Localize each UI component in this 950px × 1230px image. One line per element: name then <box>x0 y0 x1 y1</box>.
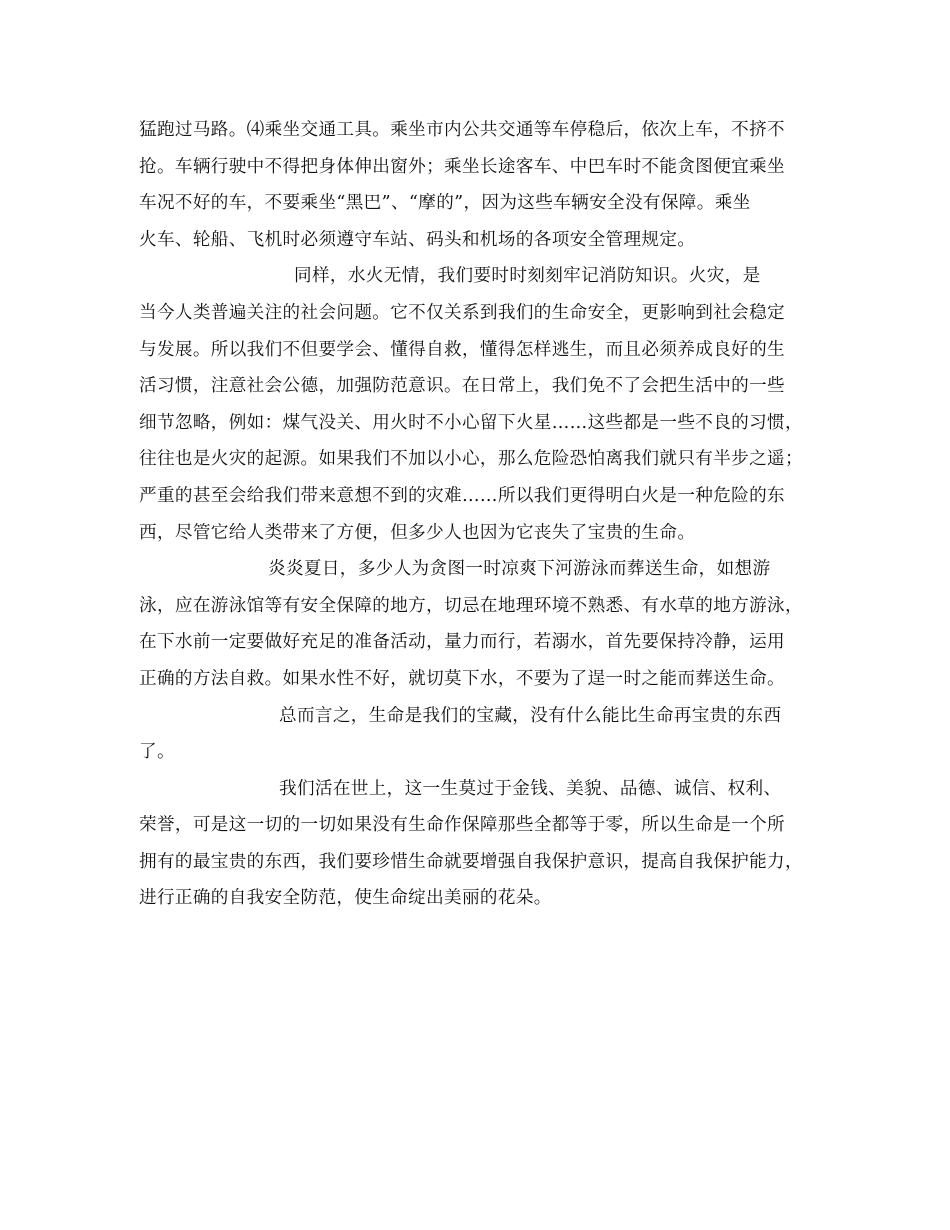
paragraph-summary <box>139 698 813 771</box>
paragraph-fire-safety <box>139 258 813 551</box>
paragraph-transport <box>139 112 813 258</box>
text-line: 荣誉，可是这一切的一切如果没有生命作保障那些全都等于零，所以生命是一个所 <box>139 815 785 836</box>
text-line: 火车、轮船、飞机时必须遵守车站、码头和机场的各项安全管理规定。 <box>139 229 696 250</box>
text-line: 西，尽管它给人类带来了方便，但多少人也因为它丧失了宝贵的生命。 <box>139 522 696 543</box>
text-line: 我们活在世上，这一生莫过于金钱、美貌、品德、诚信、权利、 <box>279 778 782 799</box>
text-line: 总而言之，生命是我们的宝藏，没有什么能比生命再宝贵的东西 <box>279 705 782 726</box>
text-line: 抢。车辆行驶中不得把身体伸出窗外；乘坐长途客车、中巴车时不能贪图便宜乘坐 <box>139 156 785 177</box>
paragraph-swimming-safety <box>139 551 813 697</box>
text-line: 进行正确的自我安全防范，使生命绽出美丽的花朵。 <box>139 888 552 909</box>
text-line: 泳，应在游泳馆等有安全保障的地方，切忌在地理环境不熟悉、有水草的地方游泳， <box>139 595 803 616</box>
text-line: 与发展。所以我们不但要学会、懂得自救，懂得怎样逃生，而且必须养成良好的生 <box>139 339 785 360</box>
text-line: 炎炎夏日，多少人为贪图一时凉爽下河游泳而葬送生命，如想游 <box>268 559 771 580</box>
text-line: 猛跑过马路。⑷乘坐交通工具。乘坐市内公共交通等车停稳后，依次上车，不挤不 <box>139 120 785 140</box>
text-line: 往往也是火灾的起源。如果我们不加以小心，那么危险恐怕离我们就只有半步之遥； <box>139 449 803 470</box>
paragraph-conclusion <box>139 771 813 917</box>
text-line: 在下水前一定要做好充足的准备活动，量力而行，若溺水，首先要保持冷静，运用 <box>139 632 785 653</box>
text-line: 严重的甚至会给我们带来意想不到的灾难……所以我们更得明白火是一种危险的东 <box>139 485 785 506</box>
text-line: 了。 <box>139 742 175 763</box>
text-line: 车况不好的车，不要乘坐“黑巴”、“摩的”，因为这些车辆安全没有保障。乘坐 <box>139 193 751 214</box>
text-line: 正确的方法自救。如果水性不好，就切莫下水，不要为了逞一时之能而葬送生命。 <box>139 668 785 689</box>
text-line: 拥有的最宝贵的东西，我们要珍惜生命就要增强自我保护意识，提高自我保护能力， <box>139 851 803 872</box>
text-line: 同样，水火无情，我们要时时刻刻牢记消防知识。火灾，是 <box>294 266 761 287</box>
text-line: 当今人类普遍关注的社会问题。它不仅关系到我们的生命安全，更影响到社会稳定 <box>139 302 785 323</box>
text-line: 细节忽略，例如：煤气没关、用火时不小心留下火星……这些都是一些不良的习惯， <box>139 412 803 433</box>
text-line: 活习惯，注意社会公德，加强防范意识。在日常上，我们免不了会把生活中的一些 <box>139 376 785 397</box>
document-body <box>139 112 813 917</box>
